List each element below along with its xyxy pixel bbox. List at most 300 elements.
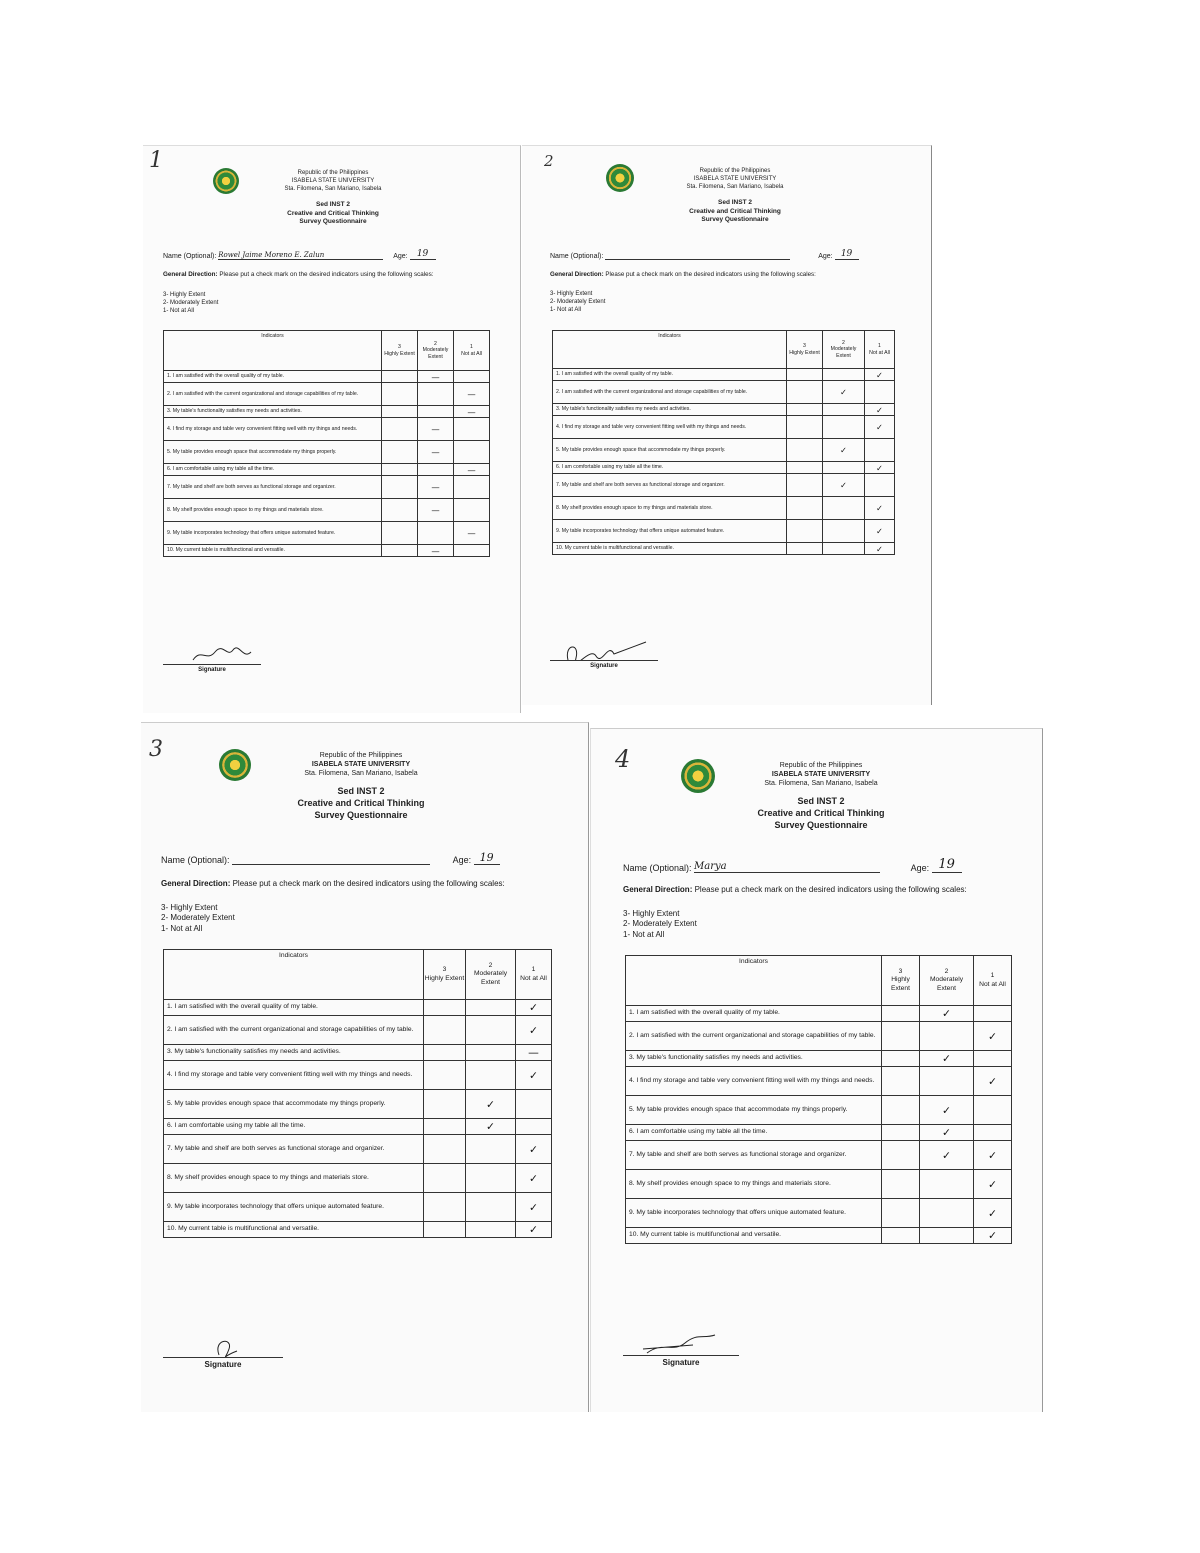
check-cell-highly-extent[interactable] (882, 1096, 920, 1125)
check-cell-moderately-extent[interactable]: ✓ (920, 1096, 974, 1125)
check-cell-highly-extent[interactable] (382, 371, 418, 383)
col-indicators: Indicators (164, 950, 424, 1000)
indicator-text: 2. I am satisfied with the current organizational and storage capabilities of my table. (626, 1022, 882, 1051)
check-cell-not-at-all[interactable]: ✓ (865, 404, 895, 416)
check-cell-moderately-extent[interactable]: ✓ (920, 1141, 974, 1170)
table-header-row (626, 956, 1012, 1006)
table-row (164, 1090, 552, 1119)
col-moderately-extent: 2 Moderately Extent (823, 331, 865, 369)
indicator-text: 2. I am satisfied with the current organizational and storage capabilities of my table. (553, 381, 787, 404)
signature-label: Signature (623, 1355, 739, 1367)
table-header-row (164, 331, 490, 371)
republic-text: Republic of the Philippines (297, 170, 369, 176)
check-cell-moderately-extent[interactable] (920, 1228, 974, 1244)
check-cell-not-at-all[interactable]: ✓ (974, 1170, 1012, 1199)
table-row (164, 1164, 552, 1193)
indicator-text: 3. My table's functionality satisfies my needs and activities. (164, 1045, 424, 1061)
check-cell-not-at-all[interactable]: — (516, 1045, 552, 1061)
check-cell-moderately-extent[interactable] (823, 520, 865, 543)
university-logo-icon (219, 749, 251, 781)
check-cell-moderately-extent[interactable]: — (418, 441, 454, 464)
check-cell-not-at-all[interactable] (865, 474, 895, 497)
course-title: Sed INST 2 (316, 201, 350, 209)
subject-title: Creative and Critical Thinking (757, 807, 885, 818)
check-cell-highly-extent[interactable] (382, 406, 418, 418)
check-cell-highly-extent[interactable] (787, 543, 823, 555)
check-cell-highly-extent[interactable] (787, 439, 823, 462)
indicator-text: 1. I am satisfied with the overall quality of my table. (164, 1000, 424, 1016)
col-moderately-extent: 2 Moderately Extent (466, 950, 516, 1000)
indicator-text: 8. My shelf provides enough space to my things and materials store. (164, 499, 382, 522)
check-cell-moderately-extent[interactable]: ✓ (823, 381, 865, 404)
indicator-text: 10. My current table is multifunctional and versatile. (626, 1228, 882, 1244)
check-cell-not-at-all[interactable]: ✓ (865, 416, 895, 439)
table-row (626, 1125, 1012, 1141)
check-cell-highly-extent[interactable] (382, 522, 418, 545)
check-cell-highly-extent[interactable] (382, 441, 418, 464)
republic-text: Republic of the Philippines (779, 762, 863, 769)
indicator-text: 7. My table and shelf are both serves as functional storage and organizer. (164, 476, 382, 499)
scale-1: 1- Not at All (161, 923, 203, 933)
check-cell-highly-extent[interactable] (424, 1193, 466, 1222)
check-cell-moderately-extent[interactable]: ✓ (466, 1090, 516, 1119)
indicator-text: 5. My table provides enough space that accommodate my things properly. (164, 441, 382, 464)
direction-text: Please put a check mark on the desired indicators using the following scales: (232, 879, 505, 888)
scale-legend (163, 292, 218, 315)
check-cell-highly-extent[interactable] (382, 464, 418, 476)
table-row (164, 1222, 552, 1238)
check-cell-not-at-all[interactable] (454, 371, 490, 383)
check-cell-highly-extent[interactable] (424, 1000, 466, 1016)
table-row (626, 1067, 1012, 1096)
check-cell-not-at-all[interactable]: ✓ (516, 1061, 552, 1090)
scale-2: 2- Moderately Extent (161, 913, 235, 923)
table-row (626, 1170, 1012, 1199)
course-title: Sed INST 2 (797, 796, 845, 807)
signature-label: Signature (163, 664, 261, 673)
check-cell-highly-extent[interactable] (882, 1125, 920, 1141)
subject-title: Creative and Critical Thinking (287, 209, 379, 217)
check-cell-not-at-all[interactable] (974, 1006, 1012, 1022)
check-cell-moderately-extent[interactable] (466, 1193, 516, 1222)
col-highly-extent: 3 Highly Extent (787, 331, 823, 369)
indicator-text: 9. My table incorporates technology that offers unique automated feature. (553, 520, 787, 543)
check-cell-highly-extent[interactable] (787, 404, 823, 416)
table-row (626, 1199, 1012, 1228)
direction-text: Please put a check mark on the desired indicators using the following scales: (605, 271, 816, 278)
indicator-text: 6. I am comfortable using my table all the time. (553, 462, 787, 474)
check-cell-moderately-extent[interactable]: ✓ (920, 1006, 974, 1022)
check-cell-highly-extent[interactable] (787, 381, 823, 404)
table-body (626, 1006, 1012, 1244)
campus-text: Sta. Filomena, San Mariano, Isabela (284, 185, 382, 192)
table-row (553, 439, 895, 462)
check-cell-highly-extent[interactable] (424, 1164, 466, 1193)
survey-sheet-4 (590, 728, 1043, 1412)
survey-sheet-3 (141, 722, 589, 1412)
indicator-text: 5. My table provides enough space that accommodate my things properly. (553, 439, 787, 462)
scale-2: 2- Moderately Extent (550, 298, 606, 305)
check-cell-not-at-all[interactable]: ✓ (865, 369, 895, 381)
table-body (164, 371, 490, 557)
indicator-text: 3. My table's functionality satisfies my needs and activities. (553, 404, 787, 416)
course-title: Sed INST 2 (337, 786, 385, 797)
scale-1: 1- Not at All (623, 929, 665, 939)
name-value[interactable]: Marya (694, 861, 880, 873)
indicator-text: 7. My table and shelf are both serves as functional storage and organizer. (164, 1135, 424, 1164)
check-cell-not-at-all[interactable]: ✓ (516, 1000, 552, 1016)
check-cell-moderately-extent[interactable] (418, 464, 454, 476)
name-label: Name (Optional): (161, 855, 230, 865)
check-cell-not-at-all[interactable]: ✓ (865, 543, 895, 555)
table-row (553, 474, 895, 497)
table-row (164, 1045, 552, 1061)
check-cell-not-at-all[interactable]: ✓ (974, 1199, 1012, 1228)
check-cell-moderately-extent[interactable]: — (418, 476, 454, 499)
check-cell-highly-extent[interactable] (424, 1222, 466, 1238)
check-cell-not-at-all[interactable]: — (454, 406, 490, 418)
table-row (164, 1135, 552, 1164)
table-row (626, 1006, 1012, 1022)
signature-block (163, 642, 261, 673)
general-direction (163, 271, 434, 278)
check-cell-not-at-all[interactable]: ✓ (974, 1067, 1012, 1096)
direction-label: General Direction: (161, 879, 231, 888)
col-not-at-all: 1 Not at All (454, 331, 490, 371)
age-value[interactable]: 19 (932, 857, 962, 873)
scale-3: 3- Highly Extent (161, 903, 218, 912)
check-cell-not-at-all[interactable]: ✓ (865, 497, 895, 520)
check-cell-moderately-extent[interactable] (466, 1000, 516, 1016)
scale-legend (623, 909, 697, 940)
course-title: Sed INST 2 (718, 199, 752, 207)
check-cell-moderately-extent[interactable] (823, 404, 865, 416)
indicator-text: 3. My table's functionality satisfies my needs and activities. (626, 1051, 882, 1067)
check-cell-not-at-all[interactable] (865, 381, 895, 404)
table-row (164, 476, 490, 499)
table-row (164, 1000, 552, 1016)
check-cell-moderately-extent[interactable] (466, 1222, 516, 1238)
check-cell-not-at-all[interactable]: ✓ (516, 1222, 552, 1238)
name-value[interactable] (605, 259, 790, 260)
check-cell-highly-extent[interactable] (882, 1051, 920, 1067)
subject-title: Creative and Critical Thinking (689, 207, 781, 215)
table-row (164, 522, 490, 545)
check-cell-moderately-extent[interactable] (466, 1061, 516, 1090)
check-cell-not-at-all[interactable]: ✓ (865, 462, 895, 474)
table-row (164, 464, 490, 476)
name-label: Name (Optional): (623, 863, 692, 873)
indicator-text: 6. I am comfortable using my table all the time. (164, 1119, 424, 1135)
university-logo-icon (213, 168, 239, 194)
check-cell-moderately-extent[interactable]: — (418, 499, 454, 522)
check-cell-moderately-extent[interactable]: ✓ (920, 1125, 974, 1141)
check-cell-not-at-all[interactable]: ✓ (974, 1022, 1012, 1051)
check-cell-not-at-all[interactable] (454, 476, 490, 499)
general-direction (550, 271, 816, 278)
scale-1: 1- Not at All (163, 307, 195, 314)
signature-scribble-icon (163, 642, 261, 664)
check-cell-not-at-all[interactable]: ✓ (516, 1135, 552, 1164)
scale-2: 2- Moderately Extent (163, 299, 219, 306)
sheet-header (741, 761, 901, 831)
age-label: Age: (910, 863, 930, 873)
check-cell-moderately-extent[interactable]: ✓ (920, 1051, 974, 1067)
age-label: Age: (393, 253, 408, 260)
check-cell-not-at-all[interactable]: — (454, 522, 490, 545)
check-cell-moderately-extent[interactable]: ✓ (466, 1119, 516, 1135)
direction-label: General Direction: (163, 271, 218, 278)
signature-label: Signature (550, 660, 658, 669)
direction-text: Please put a check mark on the desired indicators using the following scales: (219, 271, 434, 278)
check-cell-highly-extent[interactable] (787, 416, 823, 439)
signature-block (550, 638, 658, 669)
check-cell-highly-extent[interactable] (787, 369, 823, 381)
survey-table (163, 949, 552, 1238)
table-row (164, 499, 490, 522)
check-cell-highly-extent[interactable] (424, 1119, 466, 1135)
indicator-text: 9. My table incorporates technology that offers unique automated feature. (626, 1199, 882, 1228)
indicator-text: 6. I am comfortable using my table all the time. (164, 464, 382, 476)
indicator-text: 5. My table provides enough space that accommodate my things properly. (626, 1096, 882, 1125)
col-highly-extent: 3 Highly Extent (382, 331, 418, 371)
name-age-row (623, 857, 962, 873)
direction-text: Please put a check mark on the desired indicators using the following scales: (694, 885, 967, 894)
check-cell-highly-extent[interactable] (882, 1228, 920, 1244)
age-value[interactable]: 19 (474, 851, 500, 865)
check-cell-moderately-extent[interactable] (466, 1016, 516, 1045)
table-row (164, 371, 490, 383)
table-row (553, 543, 895, 555)
indicator-text: 8. My shelf provides enough space to my things and materials store. (626, 1170, 882, 1199)
check-cell-not-at-all[interactable] (454, 499, 490, 522)
check-cell-highly-extent[interactable] (382, 499, 418, 522)
indicator-text: 5. My table provides enough space that accommodate my things properly. (164, 1090, 424, 1119)
check-cell-highly-extent[interactable] (424, 1016, 466, 1045)
check-cell-moderately-extent[interactable] (418, 406, 454, 418)
check-cell-not-at-all[interactable] (454, 441, 490, 464)
check-cell-moderately-extent[interactable] (823, 543, 865, 555)
check-cell-not-at-all[interactable] (974, 1125, 1012, 1141)
name-age-row (163, 249, 436, 260)
check-cell-highly-extent[interactable] (882, 1141, 920, 1170)
indicator-text: 2. I am satisfied with the current organizational and storage capabilities of my table. (164, 1016, 424, 1045)
check-cell-highly-extent[interactable] (882, 1006, 920, 1022)
sheet-number: 1 (149, 148, 163, 173)
check-cell-not-at-all[interactable]: ✓ (974, 1141, 1012, 1170)
col-highly-extent: 3 Highly Extent (882, 956, 920, 1006)
table-row (164, 406, 490, 418)
col-not-at-all: 1 Not at All (516, 950, 552, 1000)
table-row (553, 381, 895, 404)
check-cell-not-at-all[interactable]: ✓ (974, 1228, 1012, 1244)
table-row (626, 1022, 1012, 1051)
check-cell-highly-extent[interactable] (382, 418, 418, 441)
check-cell-moderately-extent[interactable] (418, 383, 454, 406)
check-cell-not-at-all[interactable]: ✓ (865, 520, 895, 543)
check-cell-not-at-all[interactable] (865, 439, 895, 462)
check-cell-not-at-all[interactable] (454, 545, 490, 557)
scale-legend (550, 291, 605, 314)
survey-title: Survey Questionnaire (774, 819, 868, 830)
check-cell-not-at-all[interactable] (974, 1096, 1012, 1125)
col-highly-extent: 3 Highly Extent (424, 950, 466, 1000)
col-indicators: Indicators (626, 956, 882, 1006)
table-row (164, 1119, 552, 1135)
indicator-text: 10. My current table is multifunctional and versatile. (553, 543, 787, 555)
table-row (553, 520, 895, 543)
indicator-text: 10. My current table is multifunctional and versatile. (164, 545, 382, 557)
check-cell-moderately-extent[interactable]: — (418, 418, 454, 441)
survey-sheet-2 (522, 145, 932, 705)
table-row (553, 369, 895, 381)
table-row (626, 1051, 1012, 1067)
indicator-text: 4. I find my storage and table very convenient fitting well with my things and needs. (626, 1067, 882, 1096)
signature-block (623, 1333, 739, 1367)
republic-text: Republic of the Philippines (319, 752, 403, 759)
direction-label: General Direction: (623, 885, 693, 894)
sheet-number: 2 (544, 152, 554, 170)
table-body (164, 1000, 552, 1238)
check-cell-moderately-extent[interactable]: ✓ (823, 439, 865, 462)
check-cell-moderately-extent[interactable] (466, 1135, 516, 1164)
check-cell-moderately-extent[interactable] (823, 497, 865, 520)
age-value[interactable]: 19 (410, 249, 436, 260)
survey-table (552, 330, 895, 555)
check-cell-not-at-all[interactable] (516, 1090, 552, 1119)
sheet-header (253, 170, 413, 227)
sheet-header (650, 168, 820, 225)
indicator-text: 1. I am satisfied with the overall quality of my table. (553, 369, 787, 381)
age-value[interactable]: 19 (835, 249, 859, 260)
name-value[interactable] (232, 864, 430, 865)
indicator-text: 2. I am satisfied with the current organizational and storage capabilities of my table. (164, 383, 382, 406)
check-cell-not-at-all[interactable]: — (454, 383, 490, 406)
check-cell-highly-extent[interactable] (787, 520, 823, 543)
age-label: Age: (818, 253, 833, 260)
survey-table (625, 955, 1012, 1244)
table-row (164, 441, 490, 464)
check-cell-highly-extent[interactable] (424, 1061, 466, 1090)
name-value[interactable]: Rowel Jaime Moreno E. Zalun (218, 251, 383, 260)
check-cell-moderately-extent[interactable]: ✓ (823, 474, 865, 497)
check-cell-highly-extent[interactable] (882, 1067, 920, 1096)
survey-sheet-1 (143, 145, 521, 713)
table-row (553, 404, 895, 416)
indicator-text: 7. My table and shelf are both serves as functional storage and organizer. (553, 474, 787, 497)
check-cell-moderately-extent[interactable] (466, 1164, 516, 1193)
campus-text: Sta. Filomena, San Mariano, Isabela (764, 780, 878, 788)
check-cell-not-at-all[interactable]: ✓ (516, 1164, 552, 1193)
check-cell-moderately-extent[interactable] (823, 416, 865, 439)
col-indicators: Indicators (164, 331, 382, 371)
table-row (553, 416, 895, 439)
campus-text: Sta. Filomena, San Mariano, Isabela (686, 183, 784, 190)
check-cell-moderately-extent[interactable] (418, 522, 454, 545)
check-cell-highly-extent[interactable] (382, 476, 418, 499)
check-cell-highly-extent[interactable] (787, 462, 823, 474)
check-cell-highly-extent[interactable] (382, 383, 418, 406)
subject-title: Creative and Critical Thinking (297, 797, 425, 808)
check-cell-not-at-all[interactable] (516, 1119, 552, 1135)
indicator-text: 10. My current table is multifunctional and versatile. (164, 1222, 424, 1238)
survey-title: Survey Questionnaire (701, 216, 769, 224)
table-row (164, 383, 490, 406)
col-indicators: Indicators (553, 331, 787, 369)
col-moderately-extent: 2 Moderately Extent (418, 331, 454, 371)
check-cell-moderately-extent[interactable] (920, 1170, 974, 1199)
indicator-text: 9. My table incorporates technology that offers unique automated feature. (164, 522, 382, 545)
signature-scribble-icon (623, 1333, 739, 1355)
general-direction (161, 879, 505, 888)
table-row (164, 1193, 552, 1222)
check-cell-highly-extent[interactable] (787, 497, 823, 520)
age-label: Age: (452, 855, 472, 865)
indicator-text: 4. I find my storage and table very convenient fitting well with my things and needs. (164, 418, 382, 441)
table-row (626, 1228, 1012, 1244)
check-cell-moderately-extent[interactable] (823, 369, 865, 381)
check-cell-highly-extent[interactable] (424, 1090, 466, 1119)
survey-table (163, 330, 490, 557)
check-cell-highly-extent[interactable] (882, 1170, 920, 1199)
table-row (164, 1016, 552, 1045)
indicator-text: 4. I find my storage and table very convenient fitting well with my things and needs. (553, 416, 787, 439)
check-cell-moderately-extent[interactable] (920, 1199, 974, 1228)
table-header-row (164, 950, 552, 1000)
check-cell-moderately-extent[interactable]: — (418, 545, 454, 557)
indicator-text: 8. My shelf provides enough space to my things and materials store. (164, 1164, 424, 1193)
check-cell-not-at-all[interactable] (974, 1051, 1012, 1067)
indicator-text: 1. I am satisfied with the overall quality of my table. (626, 1006, 882, 1022)
check-cell-highly-extent[interactable] (382, 545, 418, 557)
check-cell-not-at-all[interactable]: ✓ (516, 1016, 552, 1045)
name-age-row (550, 249, 859, 260)
check-cell-not-at-all[interactable]: — (454, 464, 490, 476)
university-text: ISABELA STATE UNIVERSITY (693, 175, 777, 182)
check-cell-moderately-extent[interactable] (823, 462, 865, 474)
signature-scribble-icon (163, 1335, 283, 1357)
campus-text: Sta. Filomena, San Mariano, Isabela (304, 770, 418, 778)
name-label: Name (Optional): (163, 253, 217, 260)
university-logo-icon (606, 164, 634, 192)
col-moderately-extent: 2 Moderately Extent (920, 956, 974, 1006)
check-cell-not-at-all[interactable] (454, 418, 490, 441)
check-cell-not-at-all[interactable]: ✓ (516, 1193, 552, 1222)
signature-block (163, 1335, 283, 1369)
indicator-text: 3. My table's functionality satisfies my needs and activities. (164, 406, 382, 418)
check-cell-highly-extent[interactable] (787, 474, 823, 497)
check-cell-moderately-extent[interactable] (466, 1045, 516, 1061)
check-cell-highly-extent[interactable] (882, 1199, 920, 1228)
check-cell-moderately-extent[interactable] (920, 1022, 974, 1051)
table-body (553, 369, 895, 555)
scale-1: 1- Not at All (550, 306, 582, 313)
check-cell-moderately-extent[interactable] (920, 1067, 974, 1096)
check-cell-moderately-extent[interactable]: — (418, 371, 454, 383)
check-cell-highly-extent[interactable] (424, 1045, 466, 1061)
republic-text: Republic of the Philippines (699, 168, 771, 174)
table-row (553, 497, 895, 520)
indicator-text: 1. I am satisfied with the overall quality of my table. (164, 371, 382, 383)
name-label: Name (Optional): (550, 253, 604, 260)
sheet-number: 4 (615, 745, 631, 773)
check-cell-highly-extent[interactable] (882, 1022, 920, 1051)
table-row (164, 418, 490, 441)
check-cell-highly-extent[interactable] (424, 1135, 466, 1164)
table-row (626, 1141, 1012, 1170)
indicator-text: 6. I am comfortable using my table all the time. (626, 1125, 882, 1141)
general-direction (623, 885, 967, 894)
